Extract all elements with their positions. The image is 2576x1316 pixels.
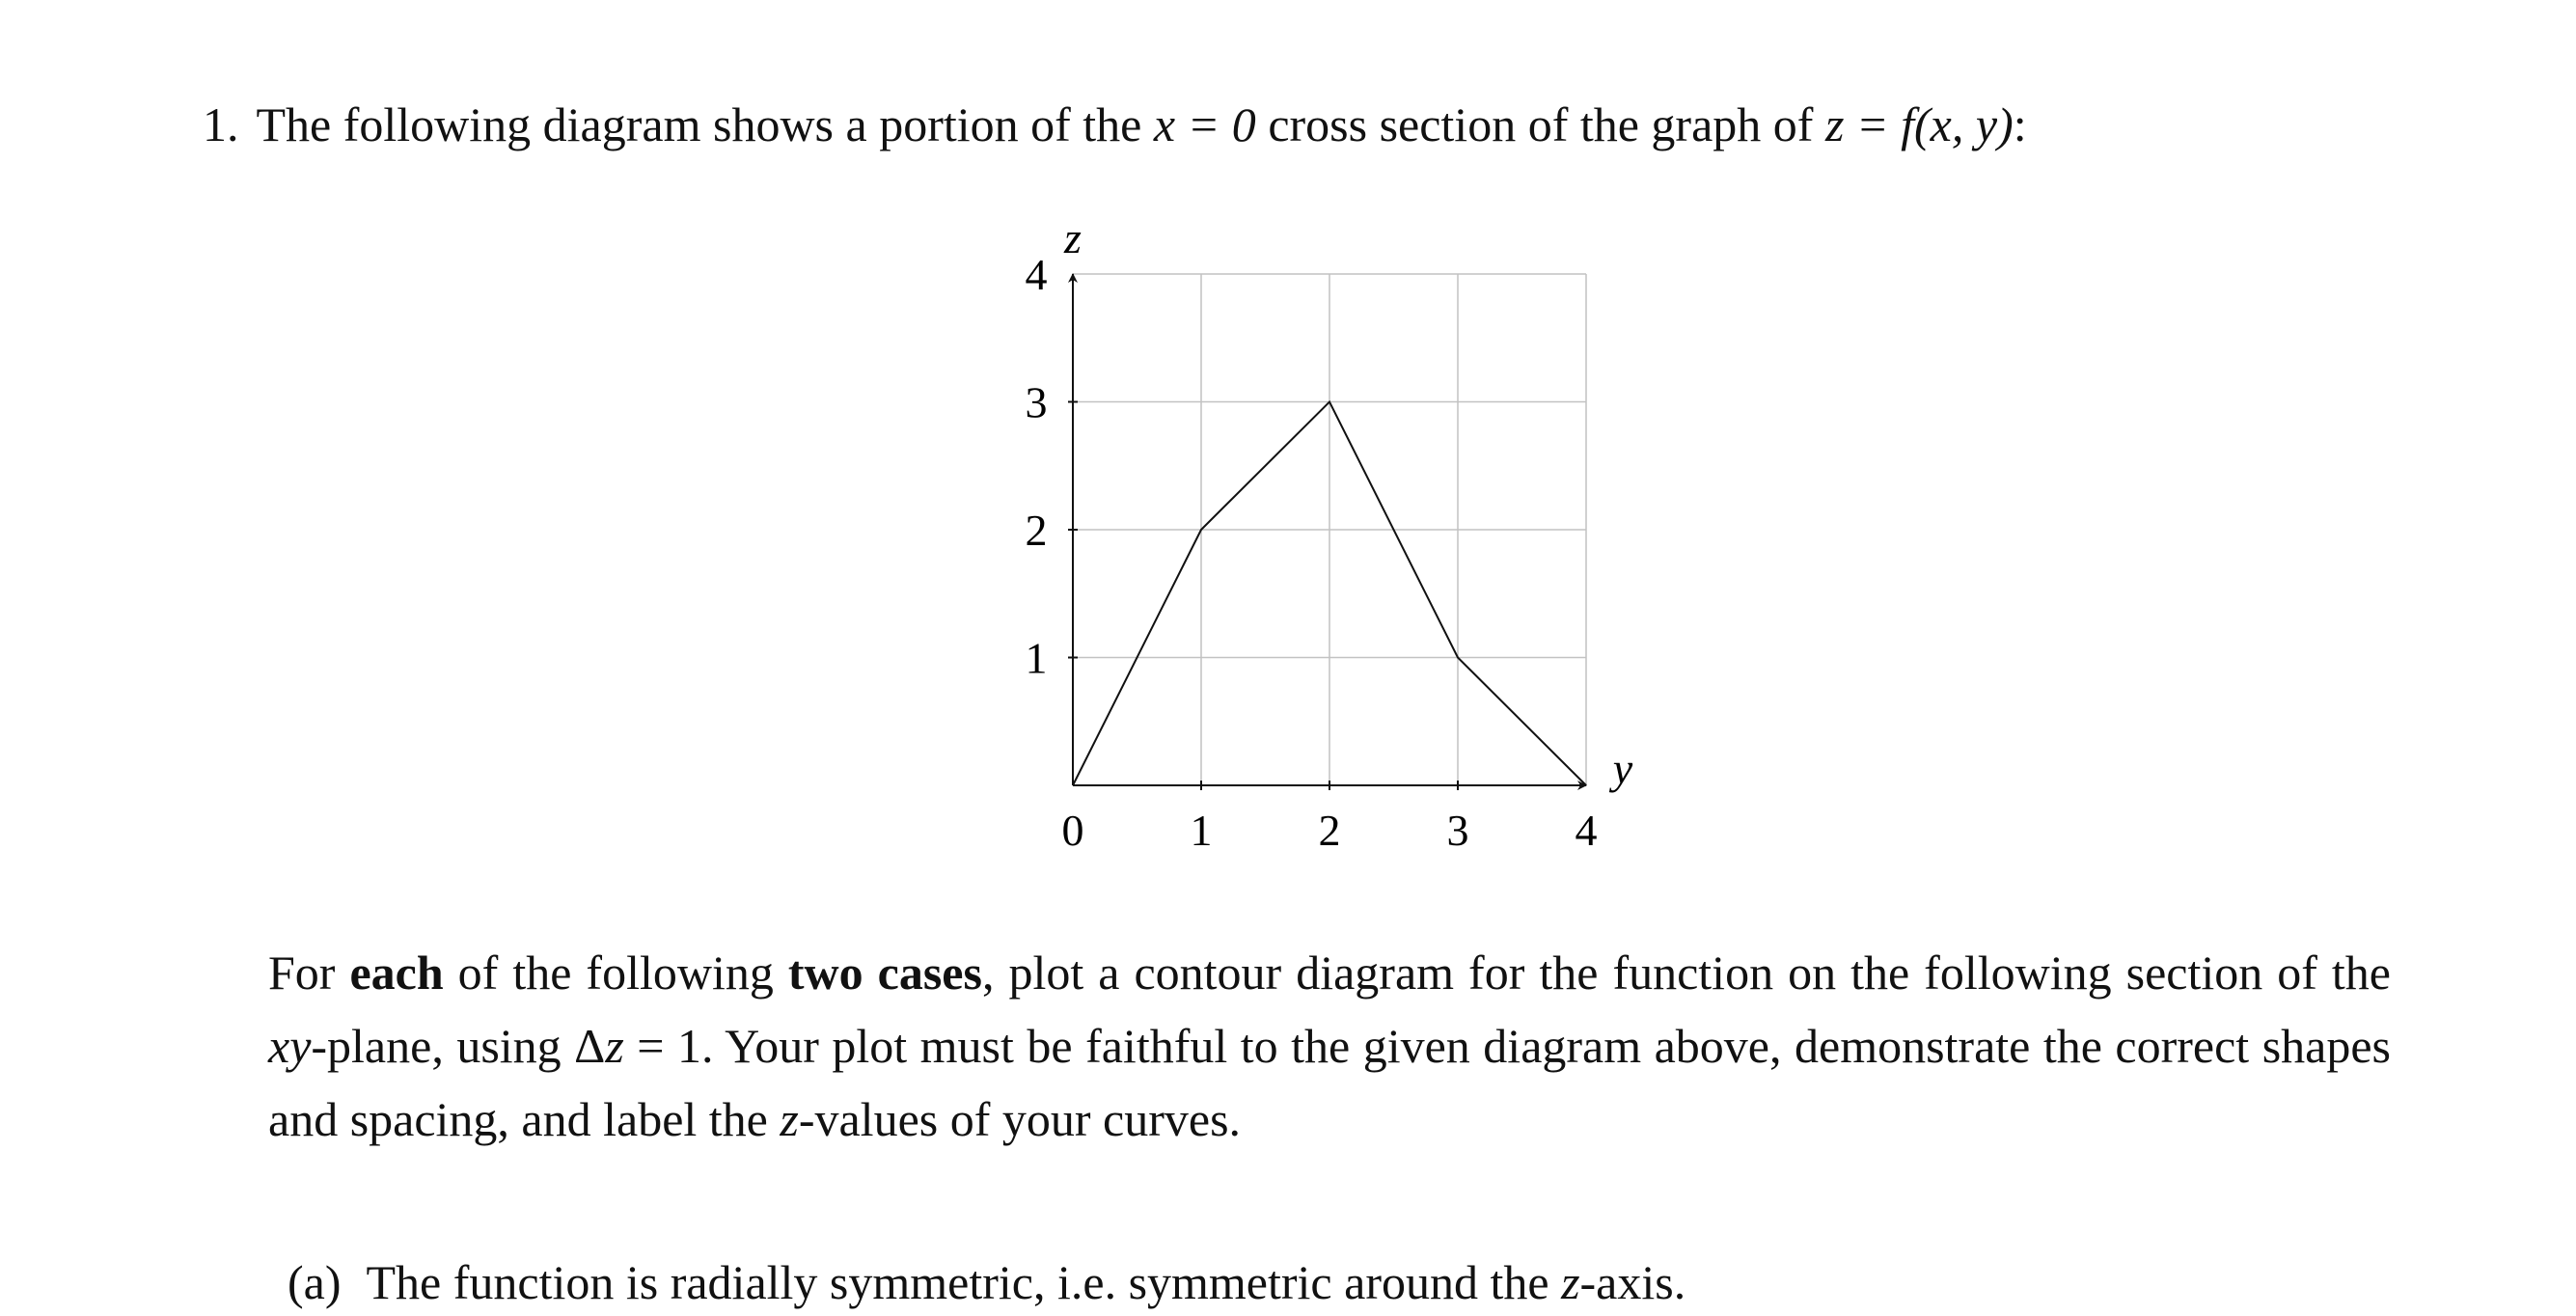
y-tick-label-1: 1 <box>1025 633 1048 683</box>
chart-ticks <box>1068 402 1458 791</box>
part-a-text-after: -axis. <box>1579 1255 1686 1309</box>
x-tick-label-1: 1 <box>1190 806 1213 855</box>
question-text-middle: cross section of the graph of <box>1268 97 1814 151</box>
part-a <box>288 1254 1685 1310</box>
math-z-axis: z <box>1561 1255 1580 1309</box>
instr-text-1: For <box>268 946 350 1000</box>
question-text-after: : <box>2013 97 2027 151</box>
part-a-text-before: The function is radially symmetric, i.e. symmetric around the <box>366 1255 1549 1309</box>
instr-text-4: -plane, using Δ <box>311 1019 606 1073</box>
x-axis-label: y <box>1612 744 1633 793</box>
math-function: z = f(x, y) <box>1824 97 2014 151</box>
x-tick-label-3: 3 <box>1446 806 1469 855</box>
instr-text-2: of the following <box>443 946 788 1000</box>
math-xy: xy <box>268 1019 312 1073</box>
instr-text-3: , plot a contour diagram for the function on the following section of the <box>981 946 2392 1000</box>
math-z-values: z <box>780 1092 799 1146</box>
y-tick-label-3: 3 <box>1025 377 1048 427</box>
x-tick-label-2: 2 <box>1318 806 1341 855</box>
y-tick-label-4: 4 <box>1025 250 1048 299</box>
instr-bold-two-cases: two cases <box>787 946 982 1000</box>
math-x-equals-zero: x = 0 <box>1153 97 1256 151</box>
x-tick-label-0: 0 <box>1061 806 1084 855</box>
instr-text-5: = 1. Your plot must be faithful to the given diagram above, demonstrate the correct shapes and spacing, and label the <box>268 1019 2392 1146</box>
y-tick-label-2: 2 <box>1025 506 1048 555</box>
question-text-before: The following diagram shows a portion of the <box>256 97 1142 151</box>
x-tick-label-4: 4 <box>1575 806 1598 855</box>
instructions-paragraph <box>268 936 2391 1156</box>
instr-bold-each: each <box>349 946 444 1000</box>
y-axis-label: z <box>1064 213 1082 262</box>
instr-text-6: -values of your curves. <box>798 1092 1242 1146</box>
math-delta-z: z <box>605 1019 624 1073</box>
part-a-label: (a) <box>288 1255 342 1309</box>
question-number: 1. <box>203 97 239 151</box>
